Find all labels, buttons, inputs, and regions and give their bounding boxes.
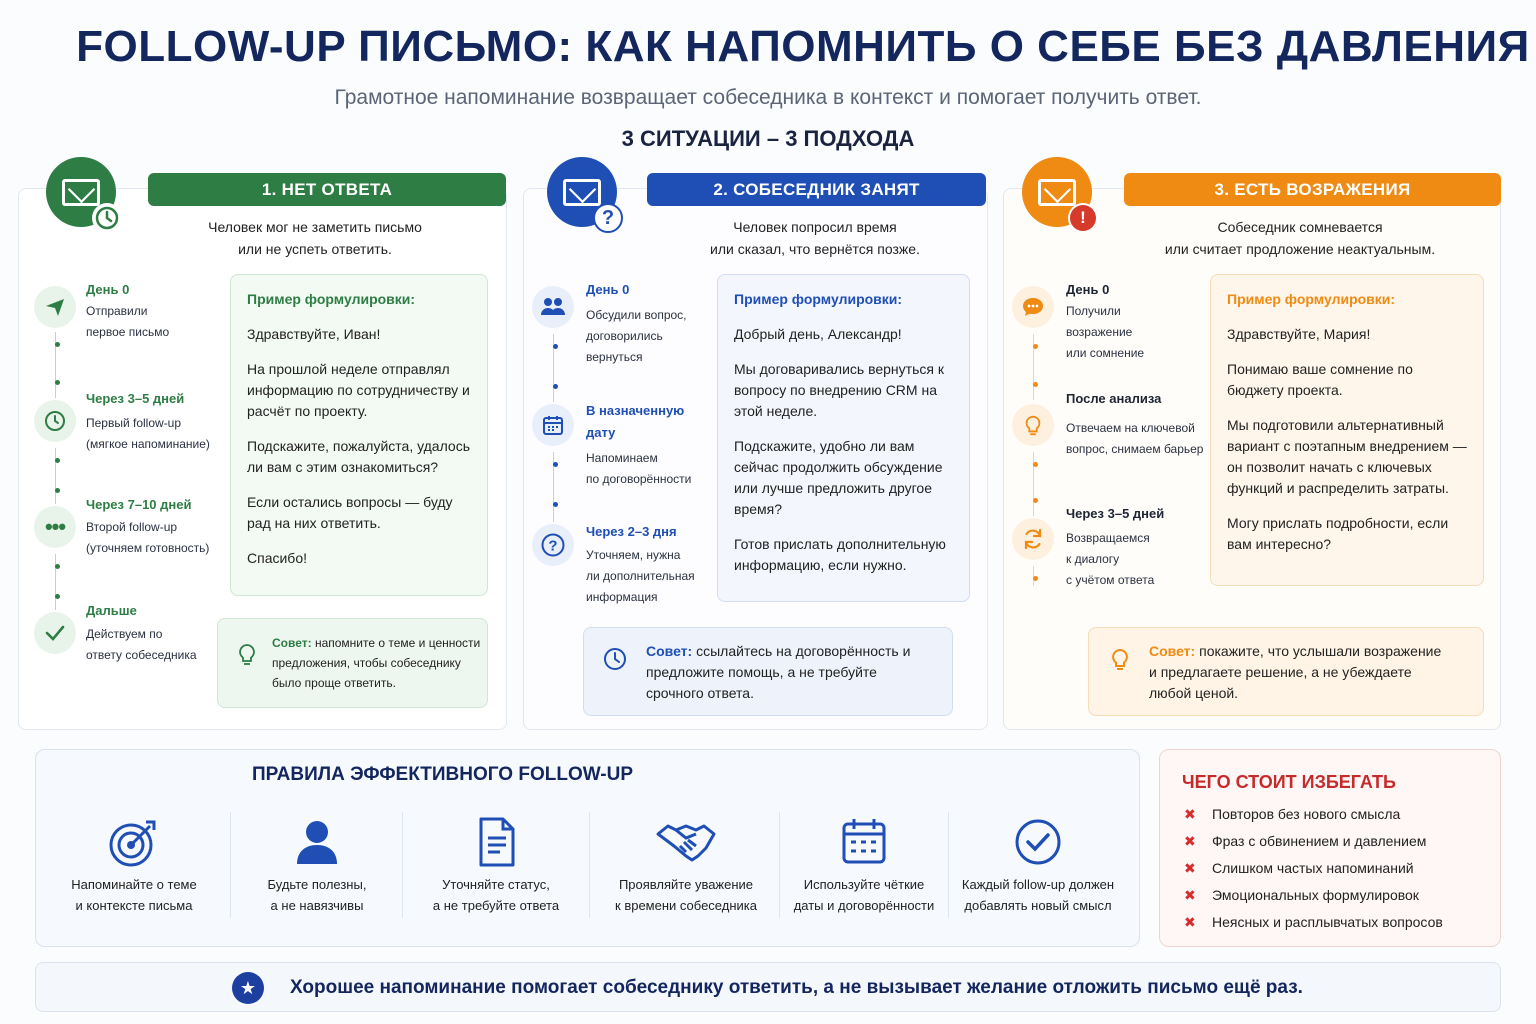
example-label: Пример формулировки: <box>734 291 903 307</box>
tip-text: Совет: покажите, что услышали возражение и предлагаете решение, а не убеждаете любой ценой. <box>1149 643 1442 701</box>
timeline-text: Уточняем, нужна ли дополнительная информация <box>586 548 695 604</box>
avoid-panel <box>1159 749 1501 947</box>
timeline-text: Возвращаемся к диалогу с учётом ответа <box>1066 531 1155 587</box>
avoid-item: ✖ Фраз с обвинением и давлением <box>1184 833 1427 849</box>
example-label: Пример формулировки: <box>247 291 416 307</box>
example-paragraph: Подскажите, удобно ли вам сейчас продолжить обсуждение или лучше предложить другое время? <box>734 438 943 517</box>
intro-line: Человек мог не заметить письмо <box>208 219 422 235</box>
timeline-connector <box>1033 566 1035 586</box>
divider <box>948 812 949 918</box>
cross-icon: ✖ <box>1184 860 1196 876</box>
example-paragraph: Здравствуйте, Мария! <box>1227 326 1371 342</box>
cross-icon: ✖ <box>1184 887 1196 903</box>
page-title: FOLLOW-UP ПИСЬМО: КАК НАПОМНИТЬ О СЕБЕ БЕЗ ДАВЛЕНИЯ <box>76 22 1530 71</box>
people-icon <box>532 286 574 328</box>
intro-line: Человек попросил время <box>733 219 897 235</box>
chat-icon <box>1012 286 1054 328</box>
example-paragraph: Мы договаривались вернуться к вопросу по внедрению CRM на этой неделе. <box>734 361 944 419</box>
calendar-icon <box>532 404 574 446</box>
footer-text: Хорошее напоминание помогает собеседнику ответить, а не вызывает желание отложить письмо ещё раз. <box>290 977 1303 998</box>
timeline-heading: Через 7–10 дней <box>86 497 192 512</box>
timeline-connector <box>55 554 57 610</box>
example-paragraph: Могу прислать подробности, если вам интересно? <box>1227 515 1449 552</box>
rule-item: Каждый follow-up должен добавлять новый смысл <box>950 810 1126 920</box>
timeline-connector <box>55 448 57 504</box>
divider <box>589 812 590 918</box>
cross-icon: ✖ <box>1184 914 1196 930</box>
example-card <box>230 274 488 596</box>
divider <box>230 812 231 918</box>
tip-text: Совет: напомните о теме и ценности предложения, чтобы собеседнику было проще ответить. <box>272 636 481 690</box>
calendar-icon <box>836 814 892 870</box>
timeline-connector <box>1033 452 1035 516</box>
example-paragraph: Готов прислать дополнительную информацию, если нужно. <box>734 536 946 573</box>
example-paragraph: Понимаю ваше сомнение по бюджету проекта. <box>1227 361 1413 398</box>
envelope-question-icon: ? <box>547 157 617 227</box>
intro-line: Собеседник сомневается <box>1217 219 1383 235</box>
timeline-heading: День 0 <box>586 282 630 297</box>
column-intro <box>650 216 980 260</box>
send-icon <box>34 286 76 328</box>
timeline-text: Отправили первое письмо <box>86 304 170 339</box>
svg-text:?: ? <box>548 537 558 555</box>
rule-item: Используйте чёткие даты и договорённости <box>782 810 946 920</box>
timeline-heading: День 0 <box>1066 282 1110 297</box>
avoid-item: ✖ Повторов без нового смысла <box>1184 806 1401 822</box>
timeline-text: Получили возражение или сомнение <box>1066 304 1145 360</box>
intro-line: или считает продложение неактуальным. <box>1164 241 1436 257</box>
envelope-alert-icon: ! <box>1022 157 1092 227</box>
example-paragraph: Добрый день, Александр! <box>734 326 902 342</box>
timeline-text: Второй follow-up (уточняем готовность) <box>86 520 210 555</box>
lightbulb-icon <box>1012 404 1054 446</box>
column-intro <box>150 216 480 260</box>
timeline-text: Обсудили вопрос, договорились вернуться <box>586 308 687 364</box>
envelope-clock-icon <box>46 157 116 227</box>
example-paragraph: Если остались вопросы — буду рад на них ответить. <box>247 494 453 531</box>
avoid-item: ✖ Неясных и расплывчатых вопросов <box>1184 914 1443 930</box>
cross-icon: ✖ <box>1184 833 1196 849</box>
document-icon <box>468 814 524 870</box>
tip-card <box>583 627 953 716</box>
avoid-item: ✖ Слишком частых напоминаний <box>1184 860 1414 876</box>
tip-card <box>1088 627 1484 716</box>
timeline-heading: Через 3–5 дней <box>1066 506 1165 521</box>
situations-heading: 3 СИТУАЦИИ – 3 ПОДХОДА <box>621 126 915 151</box>
lightbulb-icon <box>1107 646 1133 672</box>
timeline-heading: Дальше <box>86 603 137 618</box>
example-paragraph: Подскажите, пожалуйста, удалось ли вам с этим ознакомиться? <box>247 438 471 475</box>
example-paragraph: Здравствуйте, Иван! <box>247 326 381 342</box>
column-header-busy: 2. СОБЕСЕДНИК ЗАНЯТ <box>647 173 986 206</box>
clock-icon <box>602 646 628 672</box>
column-header-objections: 3. ЕСТЬ ВОЗРАЖЕНИЯ <box>1124 173 1501 206</box>
lightbulb-icon <box>234 641 260 667</box>
cross-icon: ✖ <box>1184 806 1196 822</box>
rules-heading: ПРАВИЛА ЭФФЕКТИВНОГО FOLLOW-UP <box>252 764 633 785</box>
dots-icon: ••• <box>34 506 76 548</box>
example-card <box>717 274 970 602</box>
tip-text: Совет: ссылайтесь на договорённость и предложите помощь, а не требуйте срочного ответа. <box>646 643 911 701</box>
column-intro <box>1130 216 1470 260</box>
timeline-heading: День 0 <box>86 282 130 297</box>
timeline-heading: Через 3–5 дней <box>86 391 185 406</box>
rules-panel <box>35 749 1140 947</box>
example-label: Пример формулировки: <box>1227 291 1396 307</box>
timeline-heading: В назначенную дату <box>586 403 685 440</box>
intro-line: или не успеть ответить. <box>238 241 392 257</box>
example-card <box>1210 274 1484 586</box>
timeline-text: Напоминаем по договорённости <box>586 451 692 486</box>
timeline-connector <box>1033 334 1035 400</box>
footer-banner <box>35 962 1501 1012</box>
example-paragraph: Мы подготовили альтернативный вариант с поэтапным внедрением — он позволит начать с ключевых функций и распределить затраты. <box>1227 417 1467 496</box>
divider <box>402 812 403 918</box>
avoid-heading: ЧЕГО СТОИТ ИЗБЕГАТЬ <box>1182 772 1396 792</box>
rule-item: Проявляйте уважение к времени собеседника <box>594 810 778 920</box>
avoid-item: ✖ Эмоциональных формулировок <box>1184 887 1419 903</box>
person-icon <box>289 814 345 870</box>
example-paragraph: Спасибо! <box>247 550 307 566</box>
example-paragraph: На прошлой неделе отправлял информацию по сотрудничеству и расчёт по проекту. <box>247 361 470 419</box>
handshake-icon <box>654 814 718 870</box>
timeline-heading: После анализа <box>1066 391 1162 406</box>
timeline-text: Действуем по ответу собеседника <box>86 627 197 662</box>
star-icon: ★ <box>232 972 264 1004</box>
timeline-heading: Через 2–3 дня <box>586 524 677 539</box>
intro-line: или сказал, что вернётся позже. <box>710 241 920 257</box>
timeline-connector <box>55 332 57 398</box>
refresh-icon <box>1012 518 1054 560</box>
timeline-connector <box>553 452 555 522</box>
divider <box>779 812 780 918</box>
page-subtitle: Грамотное напоминание возвращает собеседника в контекст и помогает получить ответ. <box>334 86 1202 109</box>
timeline-text: Отвечаем на ключевой вопрос, снимаем барьер <box>1066 421 1204 456</box>
question-icon <box>532 524 574 566</box>
check-icon <box>34 612 76 654</box>
clock-icon <box>34 400 76 442</box>
timeline-text: Первый follow-up (мягкое напоминание) <box>86 416 210 451</box>
rule-item: Будьте полезны, а не навязчивы <box>232 810 402 920</box>
tip-card <box>217 618 488 708</box>
rule-item: Уточняйте статус, а не требуйте ответа <box>406 810 586 920</box>
target-icon <box>106 814 162 870</box>
column-header-no-reply: 1. НЕТ ОТВЕТА <box>148 173 506 206</box>
check-circle-icon <box>1010 814 1066 870</box>
rule-item: Напоминайте о теме и контексте письма <box>46 810 222 920</box>
timeline-connector <box>553 334 555 402</box>
